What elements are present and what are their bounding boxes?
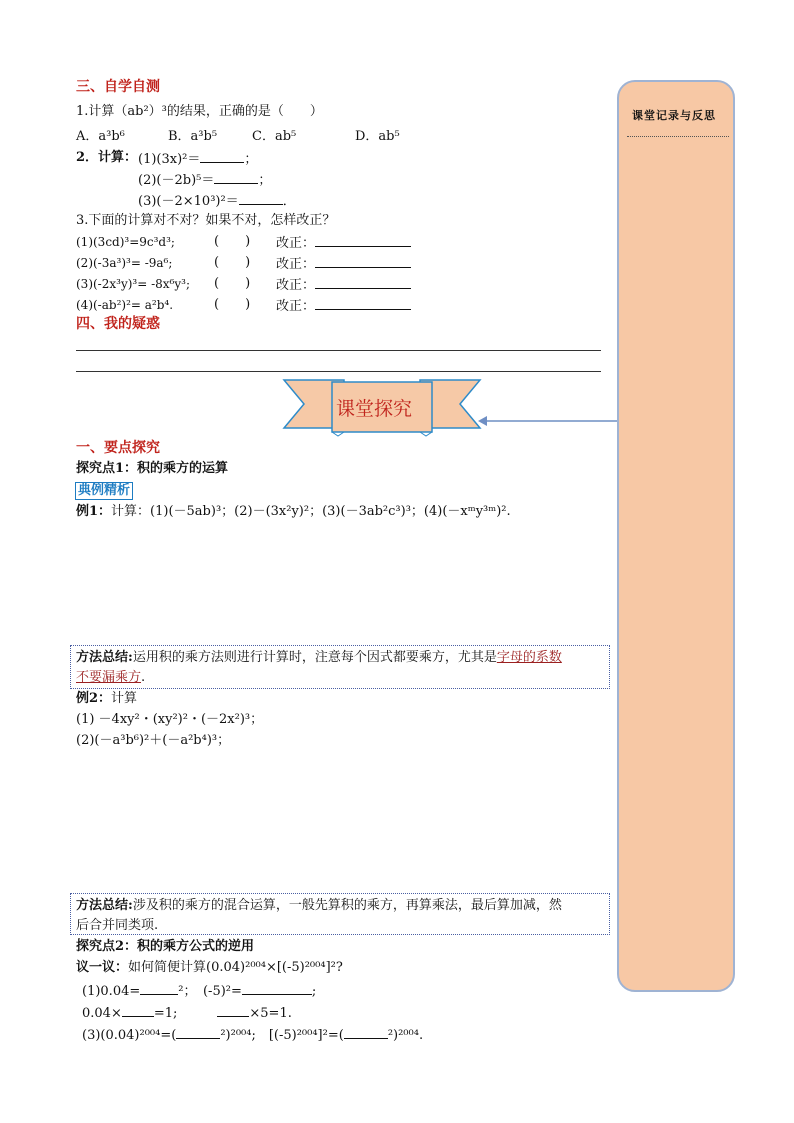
q3-paren-2: ( ) — [214, 255, 251, 270]
q1-text: 1.计算（ab²）³的结果，正确的是（ ） — [76, 104, 323, 119]
q2-item-2: (2)(－2b)⁵＝ ； — [138, 173, 272, 188]
q3-paren-3: ( ) — [214, 276, 251, 291]
q3-item-3: (3)(-2x³y)³= -8x⁶y³; — [76, 277, 190, 291]
point2-heading: 探究点2：积的乘方公式的逆用 — [76, 939, 255, 954]
q3-text: 3.下面的计算对不对？如果不对，怎样改正？ — [76, 213, 336, 228]
summary2-line2: 后合并同类项. — [76, 918, 159, 933]
summary1-line2: 不要漏乘方. — [76, 670, 146, 685]
q3-item-4: (4)(-ab²)²= a²b⁴. — [76, 298, 174, 312]
example2-item-1: (1) －4xy²・(xy²)²・(－2x²)³； — [76, 712, 264, 727]
q3-fix-1: 改正： — [276, 234, 411, 252]
q3-fix-4: 改正： — [276, 297, 411, 315]
example2-item-2: (2)(－a³b⁶)²＋(－a²b⁴)³； — [76, 733, 231, 748]
q1-option-a: A．a³b⁶ — [76, 129, 125, 144]
example2: 例2：计算 — [76, 691, 138, 706]
q2-item-1: (1)(3x)²＝ ； — [138, 152, 258, 167]
summary1-line1: 方法总结:运用积的乘方法则进行计算时，注意每个因式都要乘方，尤其是字母的系数 — [76, 650, 562, 665]
arrow-icon — [476, 414, 620, 428]
discussion: 议一议：如何简便计算(0.04)²⁰⁰⁴×[(-5)²⁰⁰⁴]²? — [76, 960, 343, 975]
q3-paren-4: ( ) — [214, 297, 251, 312]
note-panel — [617, 80, 735, 992]
q3-fix-3: 改正： — [276, 276, 411, 294]
q3-item-2: (2)(-3a³)³= -9a⁶; — [76, 256, 173, 270]
discussion-step-1: (1)0.04= ²； (-5)²= ; — [82, 984, 317, 999]
section4-heading: 四、我的疑惑 — [76, 316, 160, 332]
discussion-step-2: 0.04× =1; ×5=1. — [82, 1006, 292, 1021]
q1-option-b: B．a³b⁵ — [168, 129, 218, 144]
q1-option-c: C．ab⁵ — [252, 129, 297, 144]
part1-heading: 一、要点探究 — [76, 440, 160, 456]
note-panel-title: 课堂记录与反思 — [632, 109, 716, 122]
q2-label: 2．计算： — [76, 150, 138, 165]
doubt-line-2 — [76, 371, 601, 372]
banner-label: 课堂探究 — [336, 398, 413, 420]
q3-paren-1: ( ) — [214, 234, 251, 249]
q1-option-d: D．ab⁵ — [355, 129, 400, 144]
summary2-line1: 方法总结:涉及积的乘方的混合运算，一般先算积的乘方，再算乘法，最后算加减，然 — [76, 898, 562, 913]
q3-fix-2: 改正： — [276, 255, 411, 273]
example-badge: 典例精析 — [75, 482, 133, 500]
section3-heading: 三、自学自测 — [76, 79, 160, 95]
discussion-step-3: (3)(0.04)²⁰⁰⁴=( ²)²⁰⁰⁴; [(-5)²⁰⁰⁴]²=( ²)²⁰⁰⁴. — [82, 1028, 424, 1043]
note-title-box — [627, 92, 729, 137]
point1-heading: 探究点1：积的乘方的运算 — [76, 461, 229, 476]
q2-item-3: (3)(－2×10³)²＝ ． — [138, 194, 296, 209]
q3-item-1: (1)(3cd)³=9c³d³; — [76, 235, 175, 249]
doubt-line-1 — [76, 350, 601, 351]
example1: 例1：计算：(1)(－5ab)³；(2)－(3x²y)²；(3)(－3ab²c³)³；(4)(－xᵐy³ᵐ)². — [76, 504, 511, 519]
